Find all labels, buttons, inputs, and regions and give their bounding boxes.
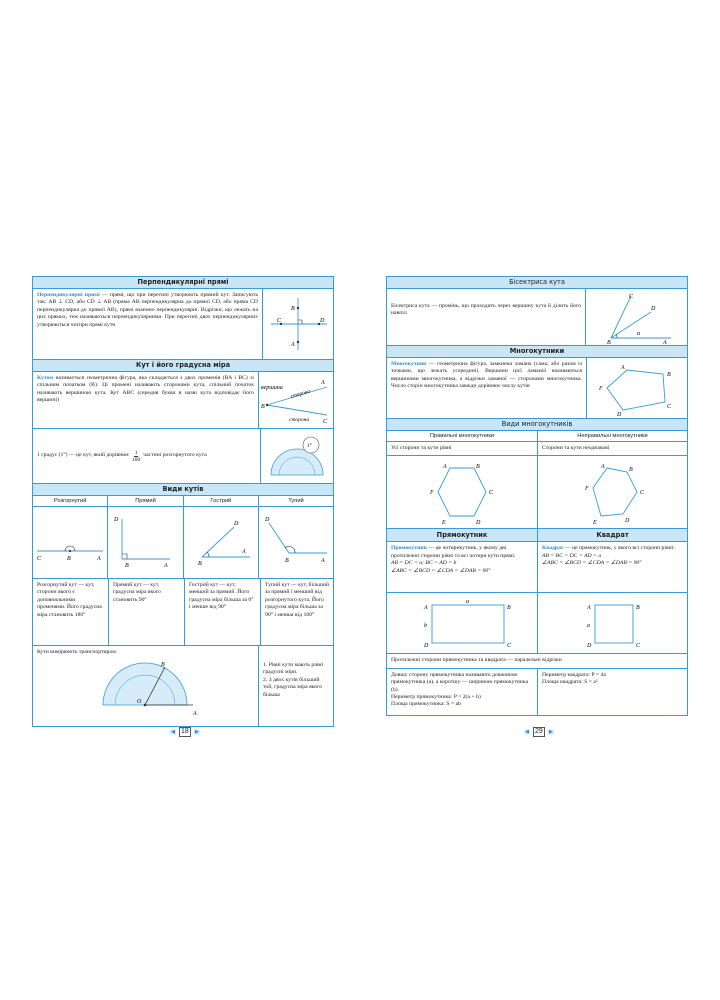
polygons-section: Многокутники Многокутник — геометрична фігура, замкнена ламана (сама, або разом із точками, що лежать усередині). Вершини цієї ламаної називаються вершинами многокутника, а відрізки ламаної — сторонами многокутника. Число сторін многокутника завжди дорівнює числу кутів A B C D F Види многокутників Правильні многокутники Неправильні многокутники Усі сторони та кути рівні Сторони та кути неоднакові A B C D E F A B C D E F [386,346,688,529]
perp-figure [263,289,333,359]
protractor-small-figure [261,429,333,483]
svg-text:B: B [507,605,511,612]
hexagon-figure [387,456,538,528]
bisector-text: Бісектриса кута — промінь, що проходить через вершину кута й ділить його навпіл [387,289,586,345]
right-angle-col: Прямий D B A [108,496,183,578]
page-number-left: ◀ 18 ▶ [171,728,199,735]
polygon-text: Многокутник — геометрична фігура, замкнена ламана (сама, або разом із точками, що лежать усередині). Вершини цієї ламаної називаються вершинами многокутника, а відрізки ламаної — сторонами многокутника. Число сторін многокутника завжди дорівнює числу кутів [387,358,587,418]
svg-text:A: A [193,711,197,718]
fraction: 1 180 [131,449,141,463]
svg-text:α: α [636,331,640,337]
svg-text:C: C [507,643,512,650]
protractor-cell: Кути вимірюють транспортиром. B O A [33,646,259,726]
protractor-figure [33,659,253,719]
square-text: Квадрат — це прямокутник, у якого всі сторони рівні: AB = BC = DC = AD = a ∠ABC = ∠BCD = ∠CDA = ∠DAB = 90° [542,545,675,567]
svg-text:B: B [125,563,129,569]
svg-text:E: E [442,520,446,527]
page-number-right: ◀ 29 ▶ [525,728,553,735]
irregular-hexagon-figure [538,456,687,528]
svg-text:F: F [584,486,589,493]
svg-text:B: B [667,372,671,378]
svg-text:A: A [321,380,325,386]
svg-text:A: A [621,365,625,371]
acute-angle-desc: Гострий кут — кут, менший за прямий. Його градусна міра більша за 0° і менше від 90° [185,579,261,645]
svg-text:B: B [197,561,202,567]
svg-text:D: D [114,517,119,523]
svg-text:D: D [264,517,270,523]
svg-text:B: B [606,340,611,344]
obtuse-angle-col: Тупий D B A [259,496,333,578]
straight-angle-desc: Розгорнутий кут — кут, сторони якого є доповняльними променями. Його градусна міра становить 180° [33,579,109,645]
right-angle-desc: Прямий кут — кут, градусна міра якого становить 90° [109,579,185,645]
svg-text:C: C [323,419,328,425]
degree-text: 1 градус (1°) — це кут, який дорівнює 1 180 частині розгорнутого кута [33,429,261,483]
square-figure [538,593,687,653]
straight-angle-col: Розгорнутий C B A [33,496,108,578]
svg-text:C: C [277,318,282,324]
svg-text:O: O [137,699,142,706]
rect-square-section: Прямокутник Квадрат Прямокутник — це чотирикутник, у якому дві протилежні сторони рівні та всі чотири кути прямі. AB = DC = a; BC = AD = b ∠ABC = ∠BCD = ∠CDA = ∠DAB = 90° Квадрат — це прямокутник, у якого всі сторони рівні: AB = BC = DC = AD = a ∠ABC = ∠BCD = ∠CDA = ∠DAB = 90° A B C D a b A B C D a Протилежні сторони прямокутника та квадрата — паралельні відрізки Довшу сторону прямокутника називають довжиною прямокутника (a), а коротшу — шириною прямокутника (b). Периметр прямокутника: P = 2(a + b) Площа прямокутника: S = ab Периметр квадрата: P = 4a Площа квадрата: S = a² [386,529,688,715]
polygon-kinds-header: Види многокутників [387,419,687,431]
term: Перпендикулярні прямі [37,292,100,298]
svg-text:сторона: сторона [289,388,311,400]
svg-text:B: B [476,464,480,471]
svg-text:B: B [67,556,71,562]
svg-text:a: a [586,623,590,630]
svg-text:B: B [628,467,633,474]
square-formulas: Периметр квадрата: P = 4a Площа квадрата: S = a² [542,671,606,686]
svg-text:1°: 1° [307,444,312,449]
rect-text: Прямокутник — це чотирикутник, у якому дві протилежні сторони рівні та всі чотири кути прямі. AB = DC = a; BC = AD = b ∠ABC = ∠BCD = ∠CDA = ∠DAB = 90° [387,542,538,592]
rect-formulas: Довшу сторону прямокутника називають довжиною прямокутника (a), а коротшу — шириною прямокутника (b). Периметр прямокутника: P = 2(a + b) Площа прямокутника: S = ab [387,669,538,715]
svg-text:F: F [430,490,434,497]
svg-text:A: A [164,563,168,569]
svg-text:D: D [650,306,655,312]
svg-text:B: B [161,662,165,669]
svg-text:F: F [599,386,603,392]
svg-text:B: B [261,404,265,410]
svg-text:сторона: сторона [289,417,310,423]
svg-text:D: D [586,643,591,650]
label: B [291,306,295,312]
svg-text:C: C [628,294,633,300]
angle-section [32,360,334,484]
svg-text:D: D [233,521,238,527]
angle-text: Кутом називається геометрична фігура, яка складається з двох променів (BA і BC) зі спільним початком (B). Ці промені називають сторонами кута, спільний початок називають вершиною кута. Кут ABC (середня буква в назві кута відповідає його вершині) [33,372,259,428]
svg-text:C: C [667,404,672,410]
svg-text:A: A [443,464,447,471]
svg-text:A: A [241,549,246,555]
perp-text: Перпендикулярні прямі — прямі, що при перетині утворюють прямий кут. Записують так: AB ⊥ CD, або CD ⊥ AB (пряма AB перпендикулярна до прямої CD, або пряма CD перпендикулярна до прямої AB), прямі взаємно перпендикулярні. Відрізки, що лежать на цих прямих, теж називаються перпендикулярними. При перетині двох перпендикулярних утворюються чотири прямі кути [33,289,263,359]
svg-text:D: D [624,518,629,525]
svg-text:a: a [466,599,469,606]
right-page [386,276,688,716]
svg-text:B: B [635,605,640,612]
svg-text:D: D [617,412,622,416]
svg-text:A: A [600,464,605,471]
rules-text: 1. Рівні кути мають рівні градусні міри. 2. З двох кутів більший той, градусна міра якого більша [263,662,324,698]
obtuse-angle-desc: Тупий кут — кут, більший за прямий і менший від розгорнутого кута. Його градусна міра більша за 90° і менша від 180° [265,582,329,618]
section-header: Бісектриса кута [387,277,687,289]
svg-text:D: D [424,643,429,650]
svg-text:C: C [639,490,644,497]
svg-text:C: C [37,556,42,562]
section-header: Види кутів [33,484,333,496]
left-page [32,276,334,727]
svg-text:A: A [320,558,325,564]
section-header: Кут і його градусна міра [33,360,333,372]
section-header: Перпендикулярні прямі [33,277,333,289]
svg-text:A: A [662,340,667,344]
section-header: Многокутники [387,346,687,358]
svg-text:A: A [586,605,591,612]
bisector-section [386,276,688,346]
polygon-figure [587,358,687,418]
rectangle-figure [387,593,538,653]
svg-text:C: C [635,643,640,650]
svg-text:A: A [291,342,295,348]
svg-text:D: D [320,318,325,324]
bisector-figure [586,289,687,345]
svg-text:вершина: вершина [261,385,283,391]
angle-kinds-section [32,484,334,727]
svg-text:A: A [424,605,428,612]
svg-text:b: b [424,623,427,630]
svg-text:D: D [476,520,481,527]
svg-text:A: A [97,556,101,562]
perpendicular-section [32,276,334,360]
parallel-note: Протилежні сторони прямокутника та квадрата — паралельні відрізки [391,657,562,664]
svg-text:B: B [284,558,289,564]
svg-text:E: E [592,520,597,527]
acute-angle-col: Гострий D B A [184,496,259,578]
svg-text:C: C [489,490,494,497]
angle-figure [259,372,333,428]
